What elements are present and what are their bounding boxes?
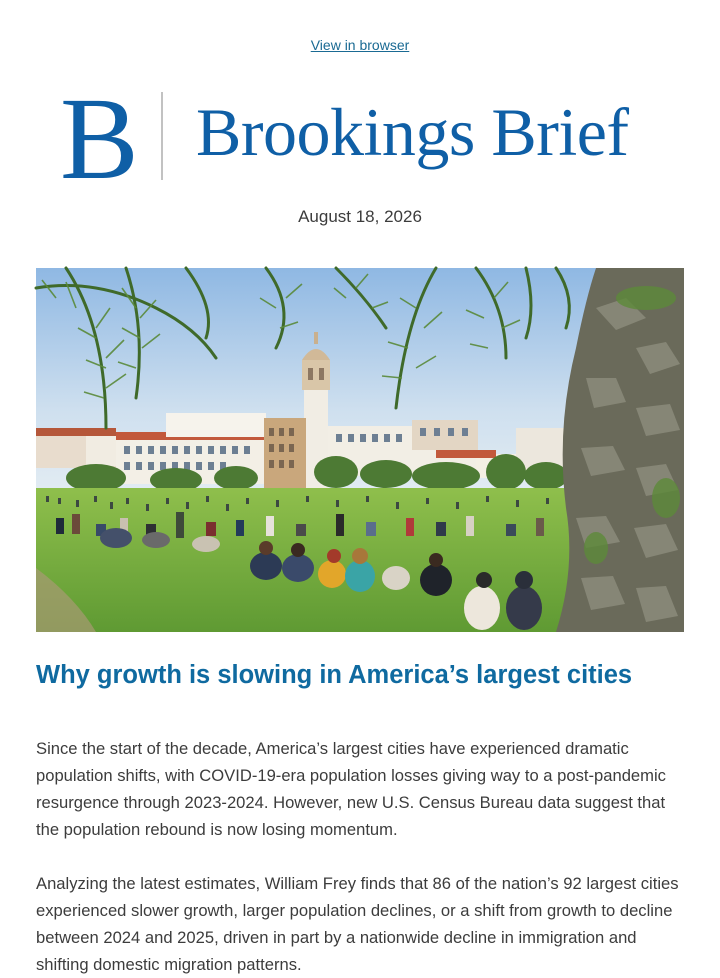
logo-divider	[161, 92, 163, 180]
article-paragraph-1: Since the start of the decade, America’s largest cities have experienced dramatic population shifts, with COVID-19-era population losses giving way to a post-pandemic resurgence through 2023-2024. However, new U.S. Census Bureau data suggest that the population rebound is now losing momentum.	[36, 739, 666, 839]
logo-letter: B	[60, 73, 139, 204]
view-in-browser-link[interactable]: View in browser	[310, 37, 410, 53]
article-paragraph-2: Analyzing the latest estimates, William Frey finds that 86 of the nation’s 92 largest cities experienced slower growth, larger population declines, or a shift from growth to decline between 2024 and 2025, driven in part by a nationwide decline in immigration and shifting domestic migration patterns.	[36, 874, 679, 974]
brookings-brief-logo[interactable]	[60, 73, 670, 204]
issue-date: August 18, 2026	[298, 207, 422, 226]
newsletter-title: Brookings Brief	[196, 94, 629, 170]
hero-image[interactable]	[36, 268, 684, 632]
article-headline[interactable]: Why growth is slowing in America’s largest cities	[36, 661, 633, 689]
